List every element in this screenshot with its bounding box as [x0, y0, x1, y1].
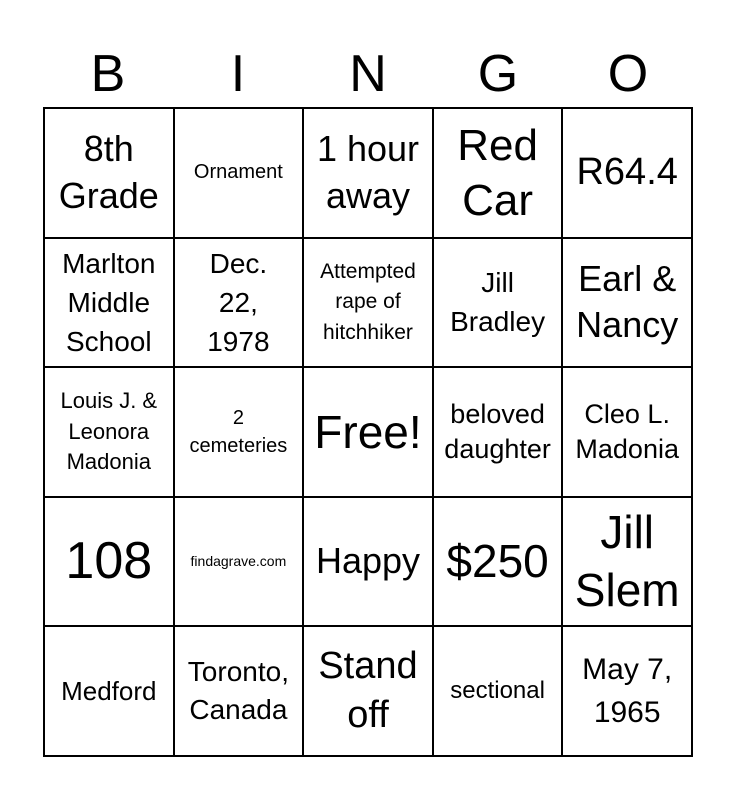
bingo-cell-r3c4[interactable]: beloved daughter	[434, 368, 564, 498]
bingo-cell-r4c5[interactable]: Jill Slem	[563, 498, 693, 628]
bingo-cell-r1c5[interactable]: R64.4	[563, 109, 693, 239]
header-letter-n: N	[349, 45, 387, 103]
bingo-cell-r2c4[interactable]: Jill Bradley	[434, 239, 564, 369]
bingo-cell-r2c3[interactable]: Attempted rape of hitchhiker	[304, 239, 434, 369]
header-letter-o: O	[607, 45, 649, 103]
bingo-header	[43, 40, 693, 108]
bingo-cell-r5c1[interactable]: Medford	[45, 627, 175, 757]
header-letter-b: B	[90, 45, 126, 103]
bingo-cell-r5c2[interactable]: Toronto, Canada	[175, 627, 305, 757]
bingo-cell-r4c1[interactable]: 108	[45, 498, 175, 628]
bingo-cell-r4c2[interactable]: findagrave.com	[175, 498, 305, 628]
bingo-cell-r5c5[interactable]: May 7, 1965	[563, 627, 693, 757]
bingo-board	[43, 107, 693, 757]
header-letter-i: I	[230, 45, 246, 103]
bingo-cell-r4c4[interactable]: $250	[434, 498, 564, 628]
bingo-cell-r1c4[interactable]: Red Car	[434, 109, 564, 239]
bingo-cell-r3c2[interactable]: 2 cemeteries	[175, 368, 305, 498]
bingo-cell-r3c5[interactable]: Cleo L. Madonia	[563, 368, 693, 498]
bingo-cell-r1c1[interactable]: 8th Grade	[45, 109, 175, 239]
bingo-cell-r2c2[interactable]: Dec. 22, 1978	[175, 239, 305, 369]
bingo-cell-r2c1[interactable]: Marlton Middle School	[45, 239, 175, 369]
bingo-cell-r2c5[interactable]: Earl & Nancy	[563, 239, 693, 369]
bingo-cell-r3c3[interactable]: Free!	[304, 368, 434, 498]
bingo-cell-r4c3[interactable]: Happy	[304, 498, 434, 628]
bingo-cell-r5c3[interactable]: Stand off	[304, 627, 434, 757]
bingo-cell-r1c2[interactable]: Ornament	[175, 109, 305, 239]
bingo-cell-r1c3[interactable]: 1 hour away	[304, 109, 434, 239]
bingo-cell-r3c1[interactable]: Louis J. & Leonora Madonia	[45, 368, 175, 498]
bingo-cell-r5c4[interactable]: sectional	[434, 627, 564, 757]
header-letter-g: G	[477, 45, 519, 103]
